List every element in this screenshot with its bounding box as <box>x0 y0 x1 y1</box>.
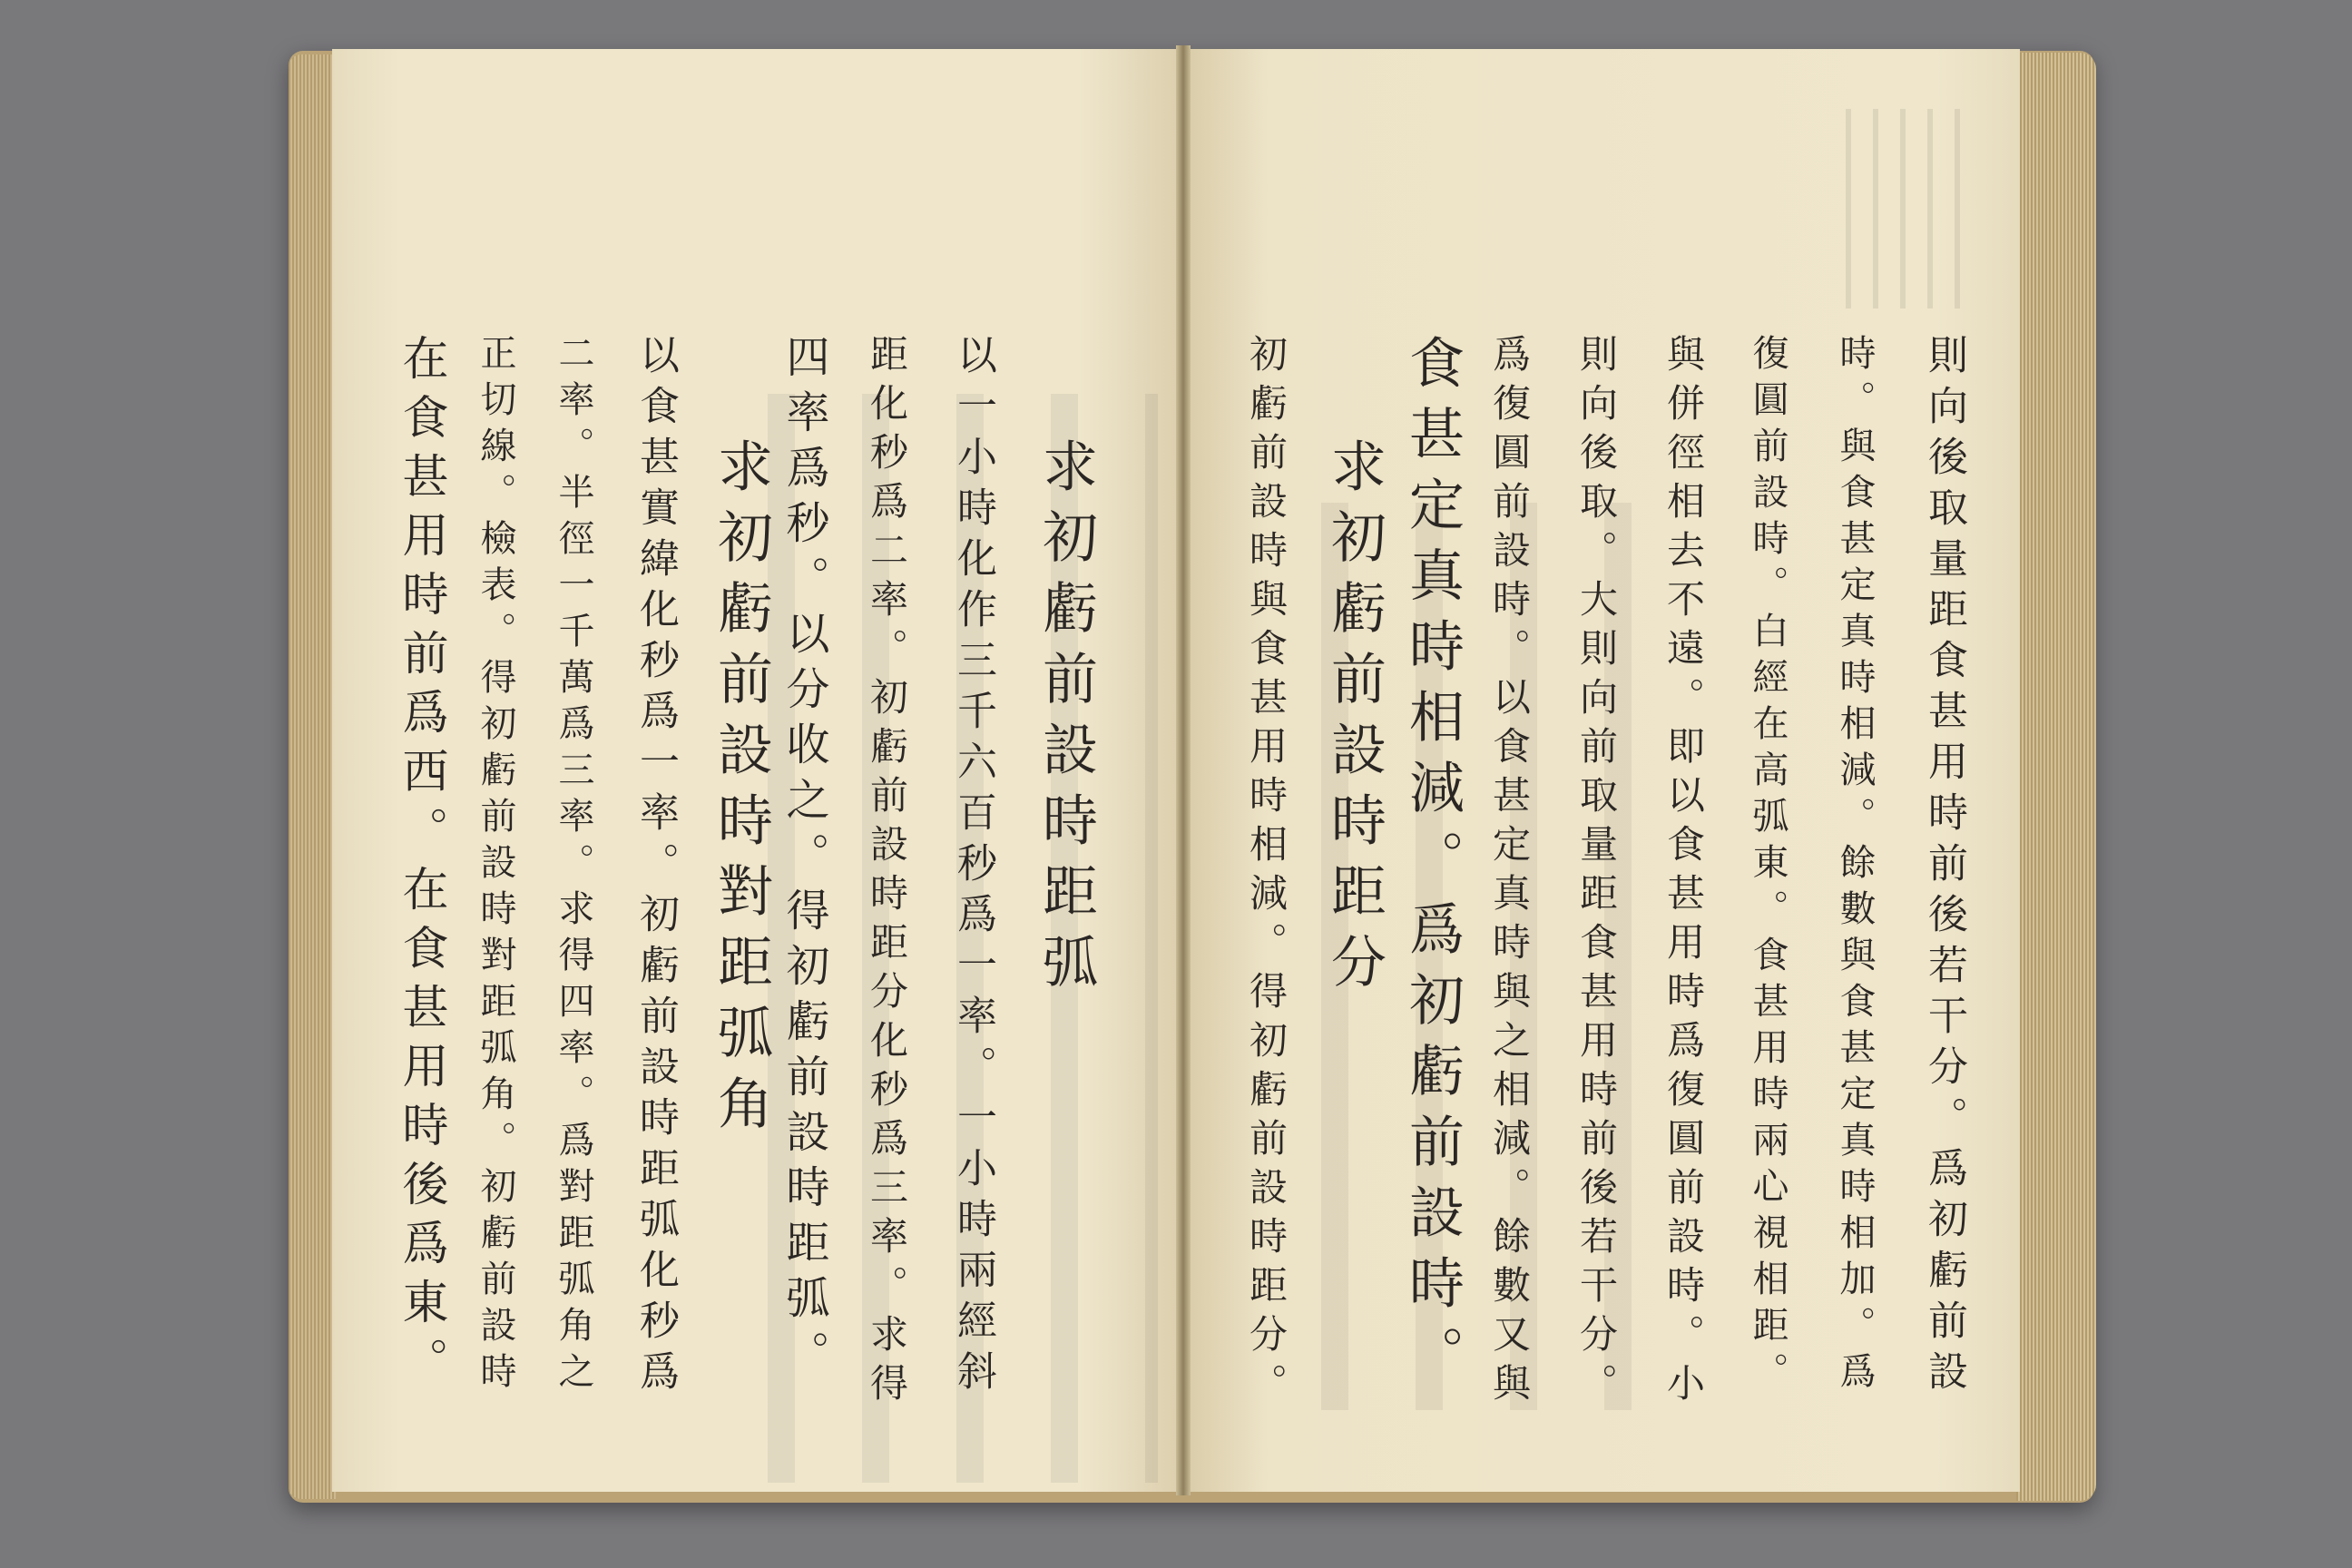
right-column-3: 復圓前設時。白經在高弧東。食甚用時兩心視相距。 <box>1747 334 1788 1398</box>
right-column-1: 則向後取量距食甚用時前後若干分。爲初虧前設 <box>1921 334 1967 1401</box>
right-column-4: 與併徑相去不遠。即以食甚用時爲復圓前設時。小 <box>1661 334 1706 1412</box>
left-column-9: 在食甚用時前爲西。在食甚用時後爲東。 <box>394 334 447 1396</box>
left-column-5: 求初虧前設時對距弧角 <box>709 437 773 1145</box>
book-gutter <box>1176 45 1191 1495</box>
left-column-6: 以食甚實緯化秒爲一率。初虧前設時距弧化秒爲 <box>632 334 679 1401</box>
left-column-3: 距化秒爲二率。初虧前設時距分化秒爲三率。求得 <box>865 334 909 1412</box>
right-column-7: 食甚定真時相減。爲初虧前設時。 <box>1400 334 1465 1396</box>
faint-marginal-notes <box>1824 109 1960 309</box>
left-column-7: 二率。半徑一千萬爲三率。求得四率。爲對距弧角之 <box>553 334 594 1398</box>
left-fore-edge <box>289 54 336 1499</box>
right-column-8: 求初虧前設時距分 <box>1322 437 1387 1004</box>
left-column-2: 以一小時化作三千六百秒爲一率。一小時兩經斜 <box>950 334 996 1401</box>
left-column-4: 四率爲秒。以分收之。得初虧前設時距弧。 <box>779 334 829 1386</box>
right-column-2: 時。與食甚定真時相減。餘數與食甚定真時相加。爲 <box>1834 334 1876 1398</box>
right-column-5: 則向後取。大則向前取量距食甚用時前後若干分。 <box>1574 334 1619 1412</box>
left-column-1: 求初虧前設時距弧 <box>1034 437 1098 1004</box>
right-column-6: 爲復圓前設時。以食甚定真時與之相減。餘數又與 <box>1487 334 1532 1412</box>
right-fore-edge <box>2016 53 2096 1501</box>
left-column-8: 正切線。檢表。得初虧前設時對距弧角。初虧前設時 <box>475 334 516 1398</box>
right-column-9: 初虧前設時與食甚用時相減。得初虧前設時距分。 <box>1244 334 1289 1412</box>
